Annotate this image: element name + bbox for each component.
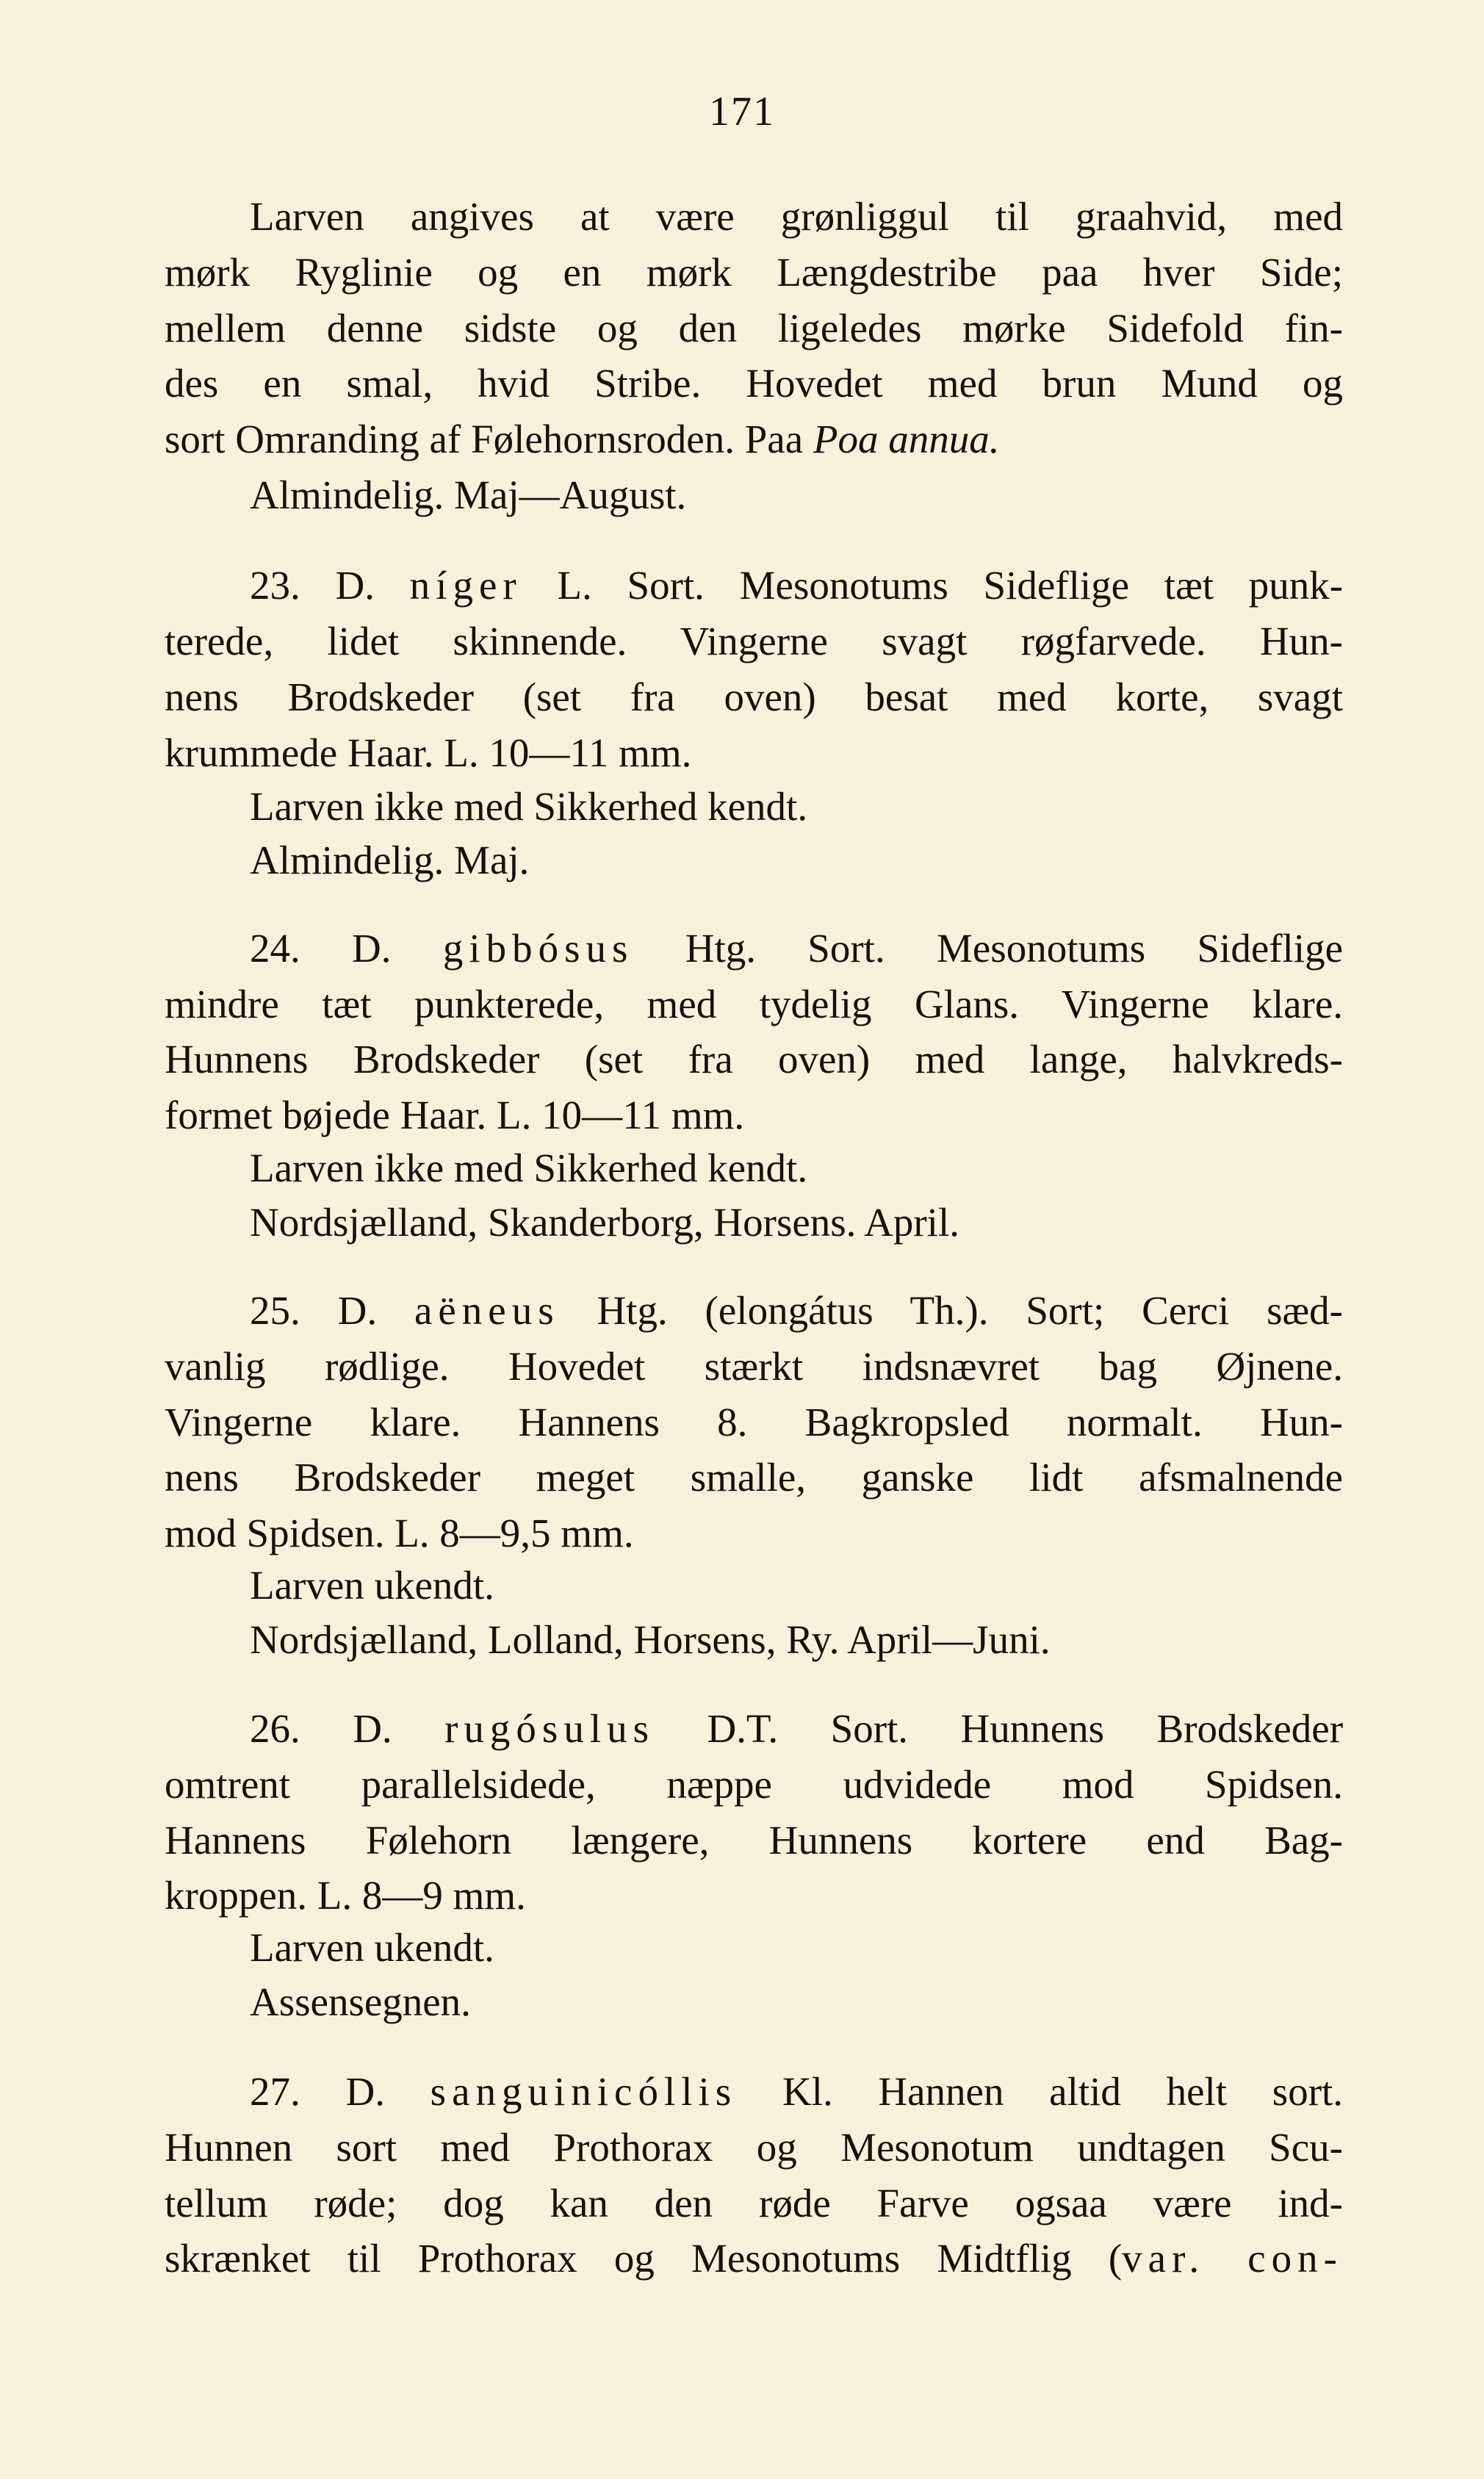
species-23-author: L.	[557, 563, 592, 608]
species-27-author: Kl.	[782, 2069, 833, 2114]
species-23-number: 23.	[250, 563, 300, 608]
larva-line-5-prefix: sort Omranding af Følehornsroden. Paa	[165, 417, 813, 461]
species-23-occurrence: Almindelig. Maj.	[250, 838, 530, 882]
species-26-description-start: Sort. Hunnens Brodskeder	[830, 1706, 1344, 1751]
page-number: 171	[709, 89, 775, 134]
species-25-description-start: Sort; Cerci sæd-	[1026, 1288, 1344, 1333]
species-26-line-4: kroppen. L. 8—9 mm.	[165, 1873, 526, 1918]
species-24-description-start: Sort. Mesonotums Sideflige	[807, 926, 1344, 971]
species-27-line-4	[165, 2231, 1343, 2286]
species-26-epithet: rugósulus	[444, 1706, 655, 1751]
species-24-author: Htg.	[685, 926, 756, 971]
species-25-epithet: aëneus	[414, 1288, 560, 1333]
species-23-line-3: nens Brodskeder (set fra oven) besat med korte, svagt	[165, 674, 1343, 719]
species-27-variety-label: var. con-	[1122, 2236, 1344, 2281]
larva-line-3: mellem denne sidste og den ligeledes mørke Sidefold fin-	[165, 306, 1343, 350]
species-26-line-3: Hannens Følehorn længere, Hunnens kortere end Bag-	[165, 1818, 1343, 1863]
species-25-line-4: nens Brodskeder meget smalle, ganske lidt afsmalnende	[165, 1455, 1343, 1500]
species-24-line-3: Hunnens Brodskeder (set fra oven) med lange, halvkreds-	[165, 1037, 1343, 1082]
species-23-heading	[250, 558, 1343, 613]
larva-line-1: Larven angives at være grønliggul til graahvid, med	[250, 194, 1343, 239]
larva-line-5	[165, 412, 999, 467]
species-26-heading	[250, 1702, 1343, 1756]
larva-occurrence: Almindelig. Maj—August.	[250, 472, 687, 517]
larva-line-4: des en smal, hvid Stribe. Hovedet med brun Mund og	[165, 361, 1343, 406]
species-25-larva: Larven ukendt.	[250, 1563, 494, 1608]
species-24-heading	[250, 921, 1343, 976]
species-25-line-3: Vingerne klare. Hannens 8. Bagkropsled normalt. Hun-	[165, 1400, 1343, 1444]
species-25-line-2: vanlig rødlige. Hovedet stærkt indsnævret bag Øjnene.	[165, 1344, 1343, 1389]
species-23-larva: Larven ikke med Sikkerhed kendt.	[250, 784, 808, 829]
species-25-number: 25.	[250, 1288, 300, 1333]
species-25-heading	[250, 1284, 1343, 1338]
host-plant-name: Poa annua.	[813, 417, 1000, 461]
species-26-number: 26.	[250, 1706, 300, 1751]
species-27-line-3: tellum røde; dog kan den røde Farve ogsaa være ind-	[165, 2181, 1343, 2226]
species-23-line-4: krummede Haar. L. 10—11 mm.	[165, 730, 692, 775]
species-24-genus: D.	[352, 926, 392, 971]
species-25-author: Htg. (elongátus Th.).	[597, 1288, 989, 1333]
species-27-heading	[250, 2065, 1343, 2119]
species-26-locality: Assensegnen.	[250, 1979, 471, 2024]
species-23-genus: D.	[335, 563, 375, 608]
species-23-line-2: terede, lidet skinnende. Vingerne svagt røgfarvede. Hun-	[165, 619, 1343, 663]
species-27-line-4-prefix: skrænket til Prothorax og Mesonotums Midtflig (	[165, 2236, 1123, 2281]
species-23-epithet: níger	[409, 563, 522, 608]
species-27-epithet: sanguinicóllis	[430, 2069, 738, 2114]
species-27-description-start: Hannen altid helt sort.	[878, 2069, 1344, 2114]
species-24-larva: Larven ikke med Sikkerhed kendt.	[250, 1145, 808, 1190]
larva-line-2: mørk Ryglinie og en mørk Længdestribe paa hver Side;	[165, 250, 1343, 295]
species-25-occurrence: Nordsjælland, Lolland, Horsens, Ry. April—Juni.	[250, 1617, 1051, 1662]
species-24-occurrence: Nordsjælland, Skanderborg, Horsens. April.	[250, 1200, 959, 1245]
species-27-genus: D.	[345, 2069, 385, 2114]
species-27-number: 27.	[250, 2069, 300, 2114]
species-24-line-2: mindre tæt punkterede, med tydelig Glans. Vingerne klare.	[165, 982, 1343, 1026]
species-26-author: D.T.	[707, 1706, 779, 1751]
species-27-line-2: Hunnen sort med Prothorax og Mesonotum undtagen Scu-	[165, 2125, 1343, 2170]
species-26-larva: Larven ukendt.	[250, 1925, 494, 1970]
species-24-epithet: gibbósus	[442, 926, 634, 971]
species-24-number: 24.	[250, 926, 300, 971]
species-25-genus: D.	[337, 1288, 378, 1333]
species-25-line-5: mod Spidsen. L. 8—9,5 mm.	[165, 1511, 634, 1555]
species-26-genus: D.	[353, 1706, 392, 1751]
species-23-description-start: Sort. Mesonotums Sideflige tæt punk-	[627, 563, 1344, 608]
species-24-line-4: formet bøjede Haar. L. 10—11 mm.	[165, 1093, 745, 1137]
species-26-line-2: omtrent parallelsidede, næppe udvidede mod Spidsen.	[165, 1762, 1343, 1807]
